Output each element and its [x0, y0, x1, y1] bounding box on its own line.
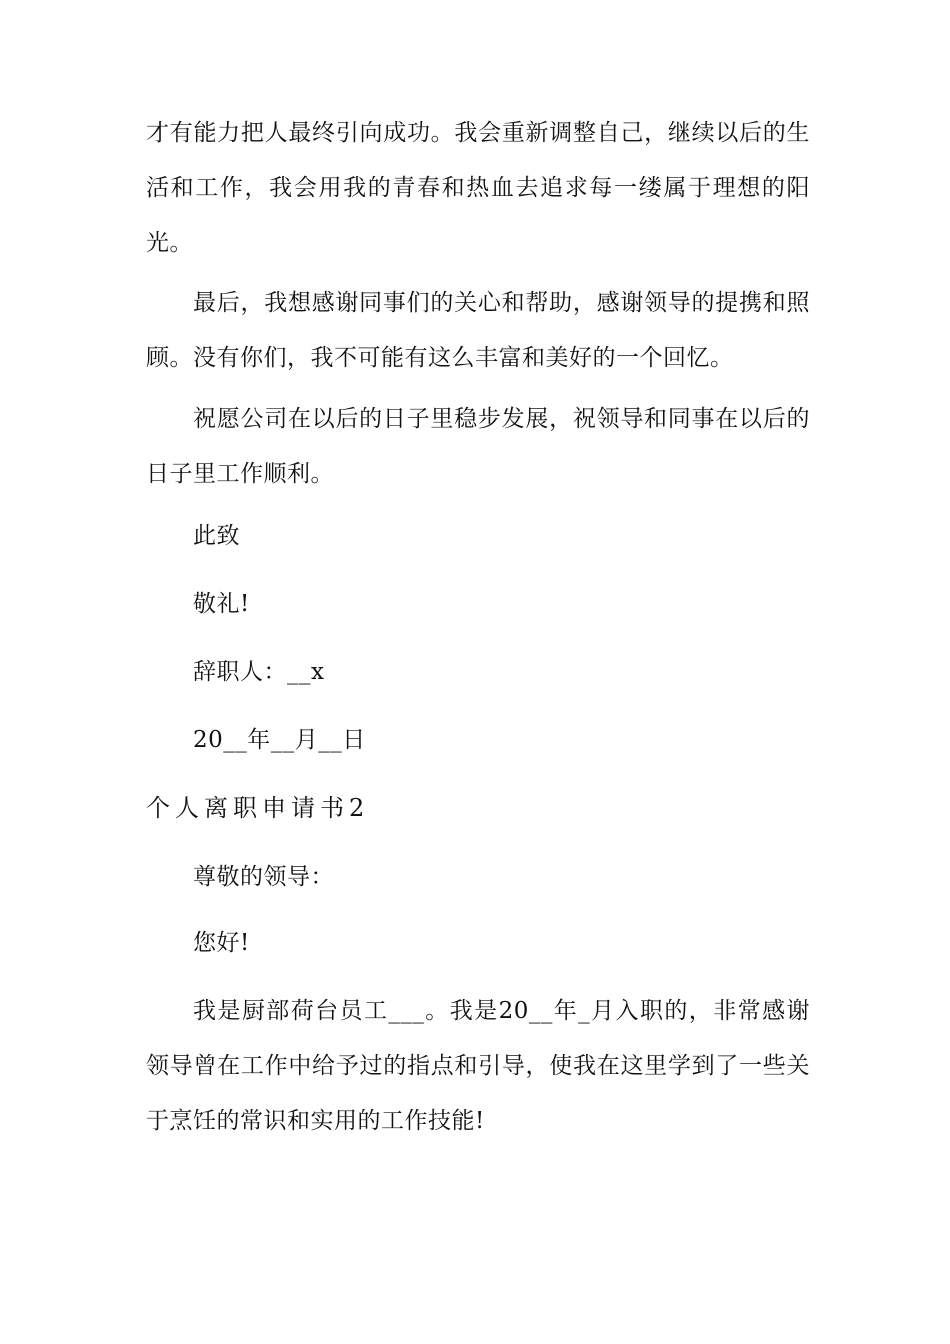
- closing-line-2: 敬礼!: [193, 591, 250, 617]
- date-line: 20__年__月__日: [193, 727, 366, 753]
- paragraph-1: 才有能力把人最终引向成功。我会重新调整自己，继续以后的生活和工作，我会用我的青春和热血去追求每一缕属于理想的阳光。: [146, 120, 810, 256]
- paragraph-4: 我是厨部荷台员工___。我是20__年_月入职的，非常感谢领导曾在工作中给予过的指点和引导，使我在这里学到了一些关于烹饪的常识和实用的工作技能!: [146, 998, 810, 1134]
- salutation: 尊敬的领导：: [193, 864, 334, 890]
- paragraph-3: 祝愿公司在以后的日子里稳步发展，祝领导和同事在以后的日子里工作顺利。: [146, 406, 810, 487]
- paragraph-2: 最后，我想感谢同事们的关心和帮助，感谢领导的提携和照顾。没有你们，我不可能有这么丰富和美好的一个回忆。: [146, 290, 810, 371]
- closing-line-1: 此致: [193, 523, 240, 549]
- signature-line: 辞职人：__x: [193, 659, 325, 685]
- section-heading: 个人离职申请书2: [146, 794, 370, 822]
- greeting: 您好!: [193, 930, 250, 956]
